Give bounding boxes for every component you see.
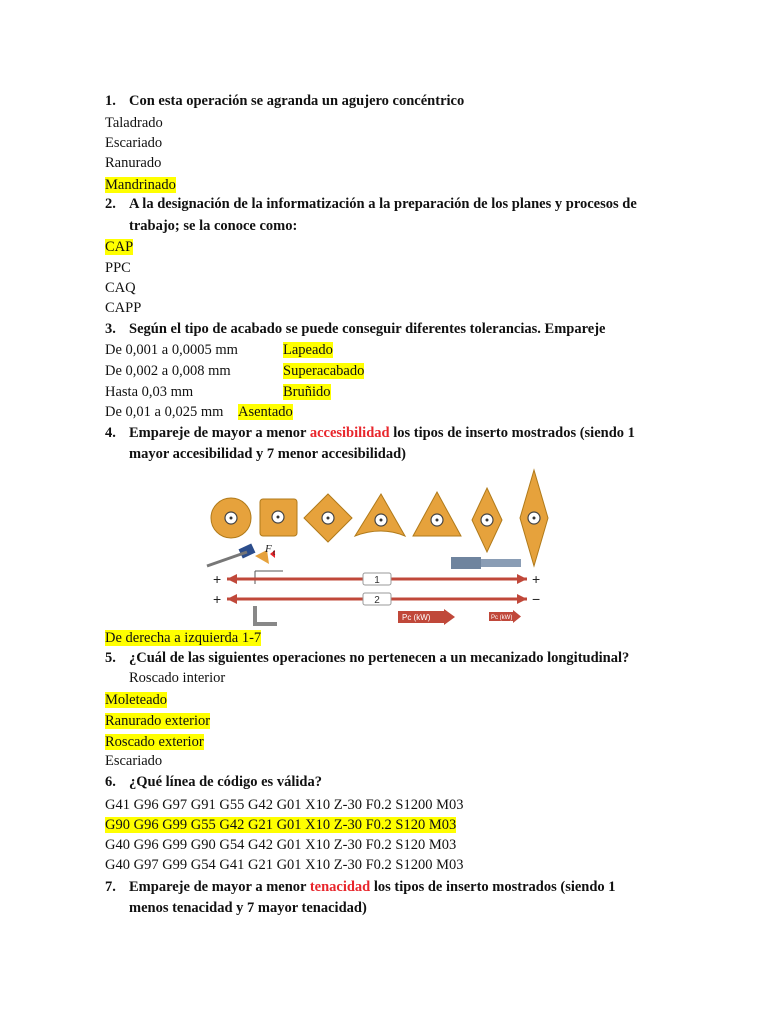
- question-text-continued: mayor accesibilidad y 7 menor accesibilidad): [129, 446, 406, 462]
- power-label: Pc (kW): [491, 615, 513, 621]
- code-option: G40 G97 G99 G54 G41 G21 G01 X10 Z-30 F0.2 S1200 M03: [105, 857, 464, 873]
- question-number: 6.: [105, 774, 116, 790]
- highlighted-answer: Roscado exterior: [105, 734, 204, 750]
- question-3: [105, 320, 605, 338]
- bar-1-label: 1: [374, 575, 380, 586]
- power-label: Pc (kW): [402, 613, 431, 622]
- question-text: ¿Qué línea de código es válida?: [129, 774, 322, 790]
- pair-range: De 0,01 a 0,025 mm: [105, 404, 224, 420]
- plus-sign: +: [532, 571, 541, 587]
- question-text: Con esta operación se agranda un agujero concéntrico: [129, 93, 465, 109]
- force-label: F: [265, 543, 272, 555]
- option-highlighted: [105, 733, 204, 751]
- pair-answer: [283, 362, 364, 380]
- force-subscript: t: [273, 548, 276, 557]
- highlighted-answer: Ranurado exterior: [105, 713, 211, 729]
- question-text: A la designación de la informatización a la preparación de los planes y procesos de: [129, 196, 637, 212]
- option-highlighted: [105, 176, 176, 194]
- pair-range: De 0,002 a 0,008 mm: [105, 363, 231, 379]
- bar-2-label: 2: [374, 595, 380, 606]
- option-highlighted: [105, 712, 210, 730]
- question-text-continued: menos tenacidad y 7 mayor tenacidad): [129, 900, 367, 916]
- highlighted-answer: Asentado: [238, 404, 293, 420]
- question-text-continued: trabajo; se la conoce como:: [129, 218, 298, 234]
- highlighted-answer: De derecha a izquierda 1-7: [105, 630, 262, 646]
- highlighted-answer: Bruñido: [283, 384, 331, 400]
- question-number: 5.: [105, 650, 116, 666]
- option-highlighted: [105, 691, 167, 709]
- question-text-end: los tipos de inserto mostrados (siendo 1: [370, 879, 616, 895]
- option: PPC: [105, 260, 131, 276]
- pair-range: Hasta 0,03 mm: [105, 384, 194, 400]
- insert-types-figure: [205, 466, 562, 626]
- pair-answer: [283, 341, 333, 359]
- code-option: G40 G96 G99 G90 G54 G42 G01 X10 Z-30 F0.2 S120 M03: [105, 837, 457, 853]
- option: CAQ: [105, 280, 136, 296]
- question-text: ¿Cuál de las siguientes operaciones no pertenecen a un mecanizado longitudinal?: [129, 650, 630, 666]
- question-2: [105, 195, 637, 213]
- question-text: Según el tipo de acabado se puede conseguir diferentes tolerancias. Empareje: [129, 321, 606, 337]
- question-text: Empareje de mayor a menor: [129, 425, 310, 441]
- question-number: 7.: [105, 879, 116, 895]
- option: Roscado interior: [129, 670, 226, 686]
- question-4: [105, 424, 635, 442]
- question-number: 1.: [105, 93, 116, 109]
- emphasized-word: accesibilidad: [309, 425, 390, 441]
- code-option: G41 G96 G97 G91 G55 G42 G01 X10 Z-30 F0.2 S1200 M03: [105, 797, 464, 813]
- question-number: 4.: [105, 425, 116, 441]
- option: Taladrado: [105, 115, 163, 131]
- code-option-highlighted: [105, 816, 456, 834]
- pair-answer: [283, 383, 331, 401]
- option-highlighted: [105, 238, 133, 256]
- highlighted-answer: CAP: [105, 239, 134, 255]
- question-text-end: los tipos de inserto mostrados (siendo 1: [389, 425, 635, 441]
- question-text: Empareje de mayor a menor: [129, 879, 310, 895]
- highlighted-answer: Moleteado: [105, 692, 168, 708]
- highlighted-answer: Superacabado: [283, 363, 365, 379]
- question-number: 3.: [105, 321, 116, 337]
- minus-sign: −: [532, 591, 541, 607]
- option: Escariado: [105, 753, 163, 769]
- question-6: [105, 773, 322, 791]
- emphasized-word: tenacidad: [309, 879, 371, 895]
- pair-answer: [238, 403, 293, 421]
- option: CAPP: [105, 300, 142, 316]
- plus-sign: +: [213, 571, 222, 587]
- highlighted-answer: G90 G96 G99 G55 G42 G21 G01 X10 Z-30 F0.2 S120 M03: [105, 817, 457, 833]
- option: Ranurado: [105, 155, 162, 171]
- question-number: 2.: [105, 196, 116, 212]
- highlighted-answer: Lapeado: [283, 342, 333, 358]
- question-1: [105, 92, 464, 110]
- option-highlighted: [105, 629, 261, 647]
- pair-range: De 0,001 a 0,0005 mm: [105, 342, 238, 358]
- highlighted-answer: Mandrinado: [105, 177, 176, 193]
- question-5: [105, 649, 629, 667]
- option: Escariado: [105, 135, 163, 151]
- plus-sign: +: [213, 591, 222, 607]
- question-7: [105, 878, 616, 896]
